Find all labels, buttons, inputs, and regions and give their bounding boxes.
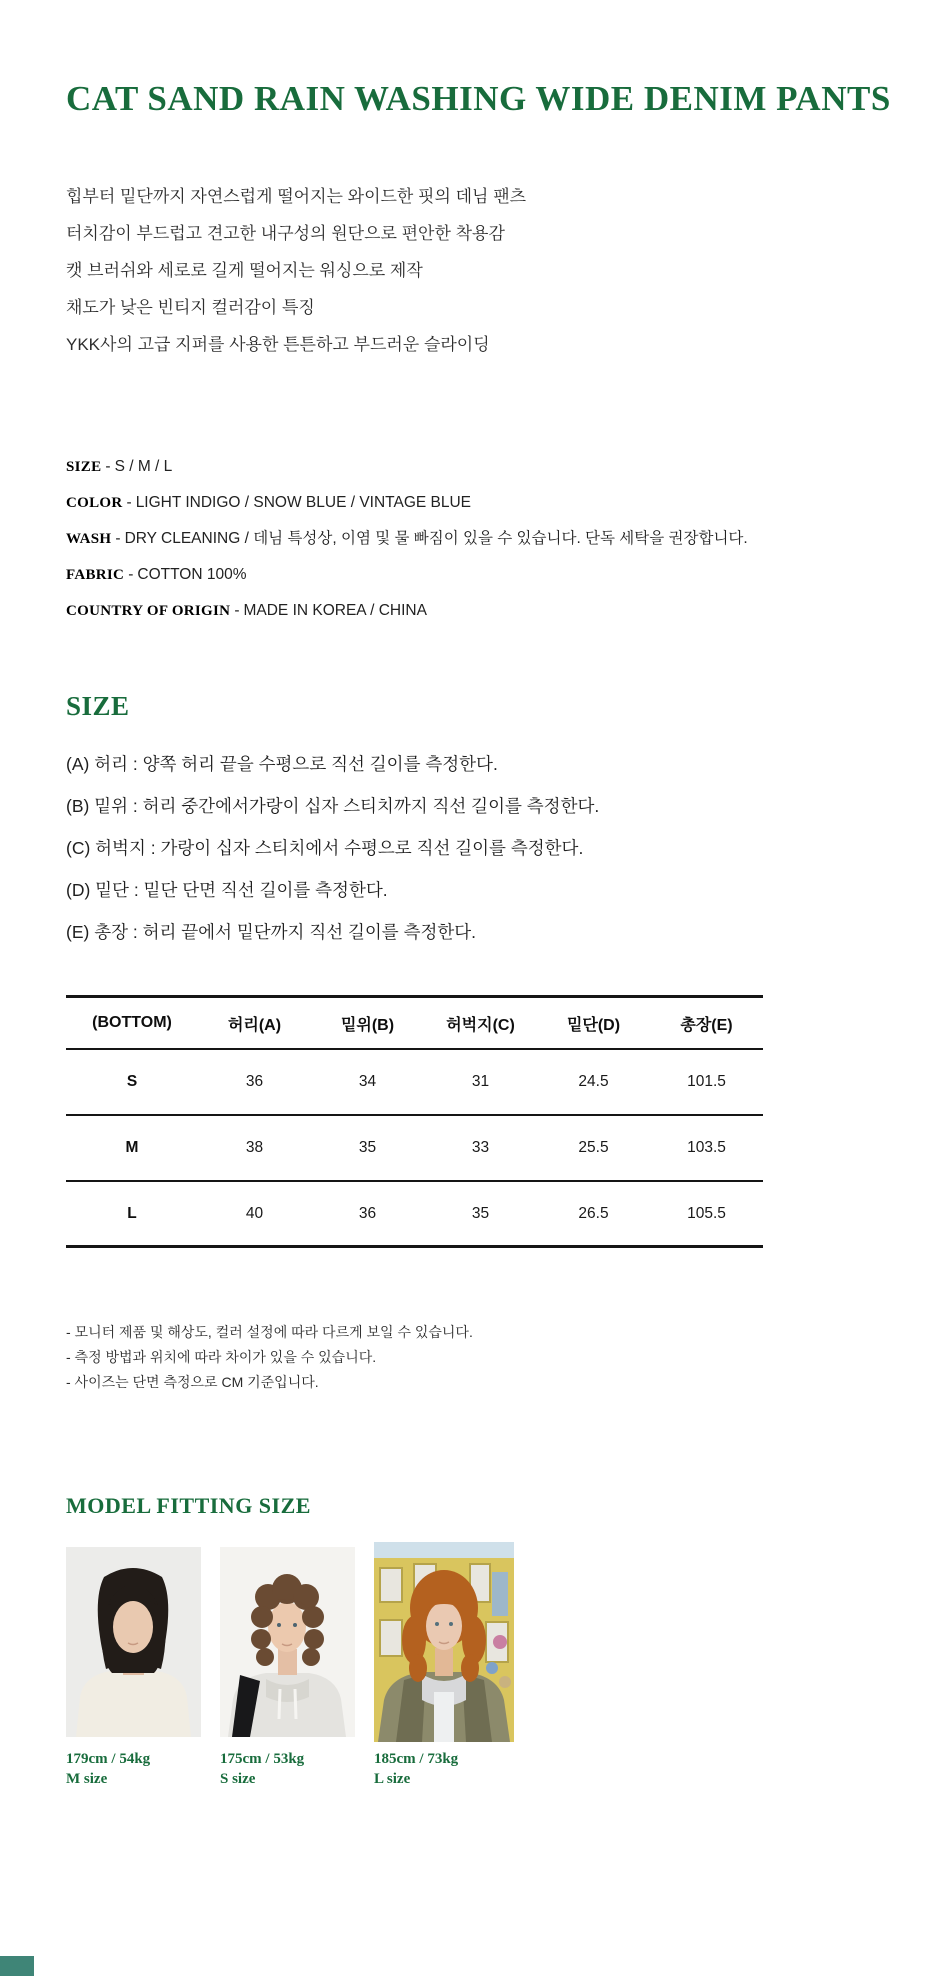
value-cell: 26.5 <box>578 1204 609 1222</box>
model-spec: 185cm / 73kg <box>374 1751 459 1768</box>
model-photo-brown-curly <box>220 1547 355 1737</box>
value-cell: 40 <box>245 1204 264 1222</box>
note-line: - 측정 방법과 위치에 따라 차이가 있을 수 있습니다. <box>66 1349 377 1366</box>
model-caption <box>374 1749 514 1789</box>
value-cell: 34 <box>358 1072 377 1090</box>
size-section-heading: SIZE <box>66 691 130 721</box>
spec-row-color <box>66 485 910 521</box>
value-cell: 25.5 <box>578 1138 609 1156</box>
spec-separator: - <box>105 458 111 475</box>
description-line: 채도가 낮은 빈티지 컬러감이 특징 <box>66 298 315 317</box>
product-detail-page <box>0 80 950 1789</box>
spec-label: WASH <box>66 531 112 547</box>
model-card-3 <box>374 1542 514 1789</box>
value-cell: 35 <box>471 1204 490 1222</box>
model-spec: 175cm / 53kg <box>220 1751 305 1768</box>
value-cell: 36 <box>358 1204 377 1222</box>
model-size: M size <box>66 1771 108 1788</box>
description-line: 터치감이 부드럽고 견고한 내구성의 원단으로 편안한 착용감 <box>66 224 505 243</box>
spec-separator: - <box>234 602 240 619</box>
value-cell: 103.5 <box>687 1138 726 1156</box>
value-cell: 36 <box>245 1072 264 1090</box>
value-cell: 101.5 <box>687 1072 726 1090</box>
model-spec: 179cm / 54kg <box>66 1751 151 1768</box>
note-line: - 모니터 제품 및 해상도, 컬러 설정에 따라 다르게 보일 수 있습니다. <box>66 1324 473 1341</box>
size-label-cell: L <box>127 1204 137 1222</box>
value-cell: 33 <box>471 1138 490 1156</box>
column-header-waist: 허리(A) <box>198 997 311 1049</box>
model-photo-red-curly-outdoor <box>374 1542 514 1742</box>
spec-separator: - <box>128 566 134 583</box>
spec-separator: - <box>126 494 132 511</box>
description-line: 캣 브러쉬와 세로로 길게 떨어지는 워싱으로 제작 <box>66 261 423 280</box>
instruction-line: (A) 허리 : 양쪽 허리 끝을 수평으로 직선 길이를 측정한다. <box>66 754 498 775</box>
column-header-length: 총장(E) <box>650 997 763 1049</box>
table-row-m <box>66 1115 763 1181</box>
spec-row-fabric <box>66 557 910 593</box>
size-label-cell: M <box>125 1138 139 1156</box>
description-line: YKK사의 고급 지퍼를 사용한 튼튼하고 부드러운 슬라이딩 <box>66 335 490 354</box>
instruction-line: (E) 총장 : 허리 끝에서 밑단까지 직선 길이를 측정한다. <box>66 922 477 943</box>
spec-value: S / M / L <box>114 458 173 475</box>
spec-value: LIGHT INDIGO / SNOW BLUE / VINTAGE BLUE <box>135 494 472 511</box>
product-description <box>66 178 910 363</box>
spec-value: COTTON 100% <box>137 566 247 583</box>
column-header-thigh: 허벅지(C) <box>424 997 537 1049</box>
model-size: S size <box>220 1771 256 1788</box>
size-label-cell: S <box>126 1072 138 1090</box>
note-line: - 사이즈는 단면 측정으로 CM 기준입니다. <box>66 1374 319 1391</box>
model-photo-dark-mullet <box>66 1547 201 1737</box>
spec-row-size <box>66 449 910 485</box>
instruction-line: (B) 밑위 : 허리 중간에서가랑이 십자 스티치까지 직선 길이를 측정한다. <box>66 796 600 817</box>
spec-label: COUNTRY OF ORIGIN <box>66 603 231 619</box>
model-card-2 <box>220 1547 355 1789</box>
column-header-bottom: (BOTTOM) <box>66 997 198 1049</box>
spec-row-origin <box>66 593 910 629</box>
spec-label: SIZE <box>66 459 102 475</box>
model-fitting-gallery <box>66 1547 910 1789</box>
model-card-1 <box>66 1547 201 1789</box>
column-header-rise: 밑위(B) <box>311 997 424 1049</box>
model-caption <box>66 1749 201 1789</box>
table-row-s <box>66 1049 763 1115</box>
value-cell: 35 <box>358 1138 377 1156</box>
size-table-header-row <box>66 997 763 1049</box>
instruction-line: (C) 허벅지 : 가랑이 십자 스티치에서 수평으로 직선 길이를 측정한다. <box>66 838 584 859</box>
table-row-l <box>66 1181 763 1247</box>
model-caption <box>220 1749 355 1789</box>
disclaimer-notes <box>66 1320 910 1395</box>
spec-label: FABRIC <box>66 567 125 583</box>
value-cell: 38 <box>245 1138 264 1156</box>
spec-separator: - <box>115 530 121 547</box>
value-cell: 24.5 <box>578 1072 609 1090</box>
size-chart-table <box>66 995 763 1248</box>
product-specs <box>66 449 910 629</box>
measurement-instructions <box>66 743 910 953</box>
description-line: 힙부터 밑단까지 자연스럽게 떨어지는 와이드한 핏의 데님 팬츠 <box>66 187 527 206</box>
value-cell: 31 <box>471 1072 490 1090</box>
spec-row-wash <box>66 521 910 557</box>
model-fitting-heading: MODEL FITTING SIZE <box>66 1493 311 1519</box>
model-size: L size <box>374 1771 411 1788</box>
spec-value: DRY CLEANING / 데님 특성상, 이염 및 물 빠짐이 있을 수 있습니다. 단독 세탁을 권장합니다. <box>124 530 748 547</box>
spec-value: MADE IN KOREA / CHINA <box>243 602 427 619</box>
instruction-line: (D) 밑단 : 밑단 단면 직선 길이를 측정한다. <box>66 880 388 901</box>
column-header-hem: 밑단(D) <box>537 997 650 1049</box>
spec-label: COLOR <box>66 495 123 511</box>
footer-accent-bar <box>0 1956 34 1976</box>
value-cell: 105.5 <box>687 1204 726 1222</box>
product-title: CAT SAND RAIN WASHING WIDE DENIM PANTS <box>66 79 891 118</box>
